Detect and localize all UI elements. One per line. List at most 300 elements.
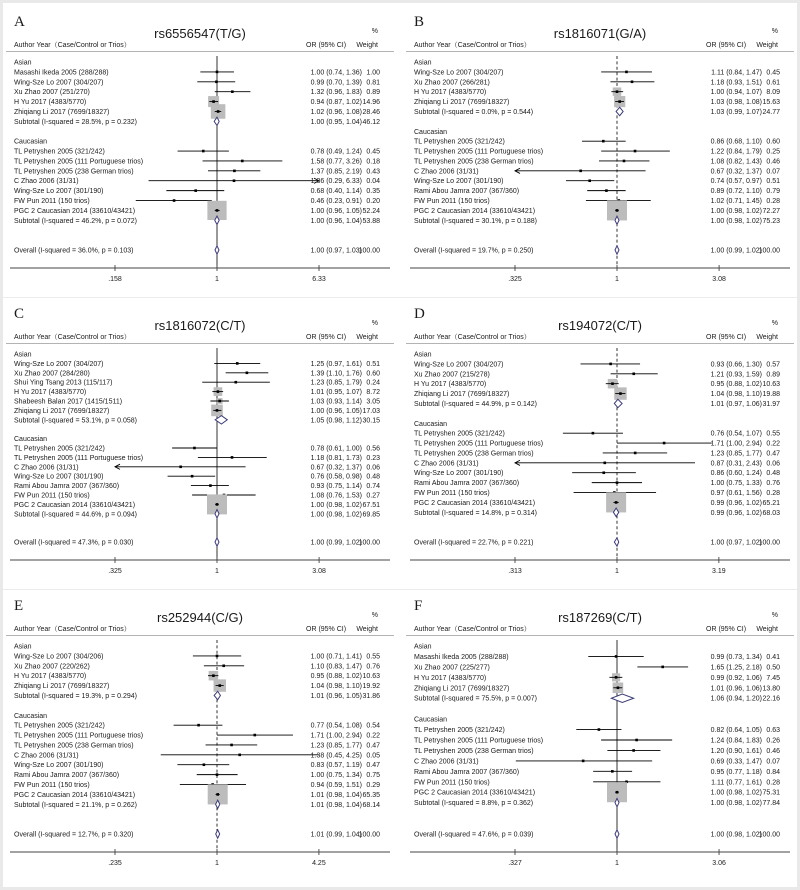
or-ci-value: 1.02 (0.96, 1.08) — [310, 108, 362, 116]
overall-diamond — [614, 538, 618, 546]
weight-value: 0.79 — [766, 188, 780, 196]
or-ci-value: 0.68 (0.40, 1.14) — [310, 188, 362, 196]
study-label: TL Petryshen 2005 (321/242) — [414, 430, 505, 438]
panel-grid — [0, 6, 800, 882]
or-ci-value: 0.78 (0.49, 1.24) — [310, 148, 362, 156]
or-ci-value: 1.03 (0.93, 1.14) — [310, 398, 362, 406]
point-marker — [231, 90, 234, 93]
overall-weight-value: 100.00 — [358, 247, 380, 255]
study-label: FW Pun 2011 (150 trios) — [14, 492, 90, 500]
x-axis-tick-label: 1 — [215, 276, 219, 283]
point-marker — [191, 475, 194, 478]
overall-or-ci-value: 1.00 (0.99, 1.02) — [310, 539, 362, 547]
panel-title: rs187269(C/T) — [558, 610, 642, 625]
point-marker — [609, 363, 612, 366]
or-ci-value: 1.38 (0.45, 4.25) — [310, 752, 362, 760]
panel-letter: D — [414, 306, 425, 322]
weight-value: 0.81 — [366, 79, 380, 87]
weight-value: 0.56 — [366, 445, 380, 453]
overall-weight-value: 100.00 — [758, 539, 780, 547]
study-label: Xu Zhao 2007 (266/281) — [414, 79, 490, 87]
point-marker — [605, 189, 608, 192]
point-marker — [217, 110, 220, 113]
subtotal-weight-value: 53.88 — [362, 217, 380, 225]
or-ci-value: 0.46 (0.23, 0.91) — [310, 198, 362, 206]
study-label: H Yu 2017 (4383/5770) — [14, 99, 87, 107]
subtotal-or-ci-value: 1.00 (0.98, 1.02) — [710, 800, 762, 808]
subtotal-label: Subtotal (I-squared = 30.1%, p = 0.188) — [414, 217, 537, 225]
or-ci-value: 0.95 (0.88, 1.02) — [710, 381, 762, 389]
weight-value: 15.63 — [762, 99, 780, 107]
study-label: FW Pun 2011 (150 trios) — [414, 490, 490, 498]
study-label: C Zhao 2006 (31/31) — [14, 752, 79, 760]
study-label: Wing-Sze Lo 2007 (301/190) — [414, 178, 504, 186]
forest-panel-F — [400, 590, 800, 882]
study-label: FW Pun 2011 (150 trios) — [414, 198, 490, 206]
study-label: C Zhao 2006 (31/31) — [414, 460, 479, 468]
or-ci-value: 1.22 (0.84, 1.79) — [710, 148, 762, 156]
study-label: Zhiqiang Li 2017 (7699/18327) — [414, 685, 510, 693]
study-label: TL Petryshen 2005 (238 German trios) — [414, 450, 534, 458]
study-label: Xu Zhao 2007 (215/278) — [414, 371, 490, 379]
point-marker — [631, 80, 634, 83]
or-ci-value: 0.78 (0.61, 1.00) — [310, 445, 362, 453]
point-marker — [216, 793, 219, 796]
weight-value: 0.84 — [766, 768, 780, 776]
point-marker — [215, 80, 218, 83]
or-ci-value: 0.94 (0.87, 1.02) — [310, 99, 362, 107]
weight-value: 0.63 — [766, 727, 780, 735]
or-ci-value: 0.95 (0.88, 1.02) — [310, 673, 362, 681]
overall-weight-value: 100.00 — [358, 831, 380, 839]
weight-value: 0.48 — [766, 470, 780, 478]
point-marker — [217, 390, 220, 393]
study-label: TL Petryshen 2005 (111 Portuguese trios) — [14, 454, 144, 462]
point-marker — [216, 71, 219, 74]
or-ci-value: 1.00 (0.71, 1.41) — [310, 653, 362, 661]
study-label: Wing-Sze Lo 2007 (301/190) — [14, 762, 104, 770]
weight-column-header: Weight — [356, 626, 378, 633]
weight-value: 0.04 — [366, 178, 380, 186]
weight-value: 0.06 — [766, 460, 780, 468]
weight-column-header: Weight — [356, 334, 378, 341]
weight-value: 0.06 — [366, 464, 380, 472]
point-marker — [212, 100, 215, 103]
point-marker — [603, 462, 606, 465]
subtotal-weight-value: 24.77 — [762, 108, 780, 116]
study-label: Masashi Ikeda 2005 (288/288) — [414, 653, 509, 661]
study-label: Shabeesh Balan 2017 (1415/1511) — [14, 398, 123, 406]
group-label: Caucasian — [14, 712, 48, 720]
weight-value: 19.88 — [762, 391, 780, 399]
weight-value: 0.43 — [366, 168, 380, 176]
or-ci-value: 1.71 (1.00, 2.94) — [310, 732, 362, 740]
or-ci-value: 0.99 (0.70, 1.39) — [310, 79, 362, 87]
study-label: Shui Ying Tsang 2013 (115/117) — [14, 379, 113, 387]
overall-weight-value: 100.00 — [758, 831, 780, 839]
weight-value: 0.27 — [366, 492, 380, 500]
point-marker — [230, 744, 233, 747]
or-ci-value: 1.00 (0.94, 1.07) — [710, 89, 762, 97]
study-label: PGC 2 Caucasian 2014 (33610/43421) — [414, 789, 536, 797]
subtotal-or-ci-value: 1.00 (0.95, 1.04) — [310, 118, 362, 126]
weight-value: 0.76 — [366, 663, 380, 671]
study-label: TL Petryshen 2005 (238 German trios) — [414, 158, 534, 166]
forest-plot-svg — [400, 590, 800, 882]
study-label: FW Pun 2011 (150 trios) — [14, 782, 90, 790]
subtotal-label: Subtotal (I-squared = 19.3%, p = 0.294) — [14, 692, 137, 700]
study-label: C Zhao 2006 (31/31) — [414, 758, 479, 766]
group-label: Asian — [14, 643, 32, 651]
or-ci-value: 1.21 (0.93, 1.59) — [710, 371, 762, 379]
subtotal-or-ci-value: 1.06 (0.94, 1.20) — [710, 695, 762, 703]
panel-title: rs1816071(G/A) — [553, 26, 647, 41]
or-ci-value: 1.71 (1.00, 2.94) — [710, 440, 762, 448]
x-axis-tick-label: 1 — [615, 860, 619, 867]
subtotal-weight-value: 31.97 — [762, 400, 780, 408]
study-label: Rami Abou Jamra 2007 (367/360) — [414, 480, 520, 488]
point-marker — [617, 686, 620, 689]
or-ci-value: 1.32 (0.96, 1.83) — [310, 89, 362, 97]
point-marker — [193, 447, 196, 450]
weight-value: 0.47 — [766, 450, 780, 458]
group-label: Caucasian — [14, 436, 48, 444]
subtotal-weight-value: 68.14 — [362, 801, 380, 809]
or-ci-value: 1.01 (0.95, 1.07) — [310, 389, 362, 397]
weight-value: 13.80 — [762, 685, 780, 693]
point-marker — [625, 71, 628, 74]
percent-label: % — [371, 320, 378, 327]
weight-value: 0.50 — [766, 664, 780, 672]
subtotal-label: Subtotal (I-squared = 28.5%, p = 0.232) — [14, 118, 137, 126]
panel-title: rs252944(C/G) — [157, 610, 243, 625]
study-label: Rami Abou Jamra 2007 (367/360) — [14, 483, 120, 491]
weight-value: 0.89 — [366, 89, 380, 97]
panel-title: rs6556547(T/G) — [154, 26, 246, 41]
point-marker — [212, 674, 215, 677]
or-ci-value: 1.23 (0.85, 1.77) — [310, 742, 362, 750]
study-label: Xu Zhao 2007 (284/280) — [14, 370, 90, 378]
weight-value: 28.46 — [362, 108, 380, 116]
author-column-header: Author Year（Case/Control or Trios） — [414, 334, 531, 341]
study-label: TL Petryshen 2005 (111 Portuguese trios) — [14, 732, 144, 740]
panel-letter: E — [14, 598, 24, 614]
subtotal-or-ci-value: 1.05 (0.98, 1.12) — [310, 417, 362, 425]
weight-value: 0.51 — [366, 360, 380, 368]
subtotal-diamond — [611, 694, 633, 702]
subtotal-diamond — [616, 107, 623, 115]
or-ci-value: 1.23 (0.85, 1.79) — [310, 379, 362, 387]
point-marker — [592, 432, 595, 435]
weight-value: 17.03 — [362, 407, 380, 415]
or-ci-value: 0.97 (0.61, 1.56) — [710, 490, 762, 498]
weight-value: 0.45 — [366, 148, 380, 156]
point-marker — [615, 501, 618, 504]
subtotal-label: Subtotal (I-squared = 44.6%, p = 0.094) — [14, 511, 137, 519]
study-label: Xu Zhao 2007 (225/277) — [414, 664, 490, 672]
weight-column-header: Weight — [756, 42, 778, 49]
overall-or-ci-value: 1.00 (0.98, 1.02) — [710, 831, 762, 839]
panel-title: rs1816072(C/T) — [154, 318, 246, 333]
study-label: TL Petryshen 2005 (111 Portuguese trios) — [414, 737, 544, 745]
weight-value: 0.20 — [366, 198, 380, 206]
point-marker — [619, 392, 622, 395]
weight-value: 8.09 — [766, 89, 780, 97]
study-label: Zhiqiang Li 2017 (7699/18327) — [414, 99, 510, 107]
or-ci-value: 0.82 (0.64, 1.05) — [710, 727, 762, 735]
weight-value: 52.24 — [362, 207, 380, 215]
or-ci-value: 1.24 (0.84, 1.83) — [710, 737, 762, 745]
study-label: Wing-Sze Lo 2007 (301/190) — [414, 470, 504, 478]
weight-value: 0.22 — [766, 440, 780, 448]
overall-diamond — [615, 830, 619, 838]
weight-value: 1.00 — [366, 69, 380, 77]
study-label: Wing-Sze Lo 2007 (304/207) — [414, 361, 504, 369]
author-column-header: Author Year（Case/Control or Trios） — [14, 334, 131, 341]
overall-weight-value: 100.00 — [758, 247, 780, 255]
forest-plot-svg — [0, 590, 400, 882]
point-marker — [246, 372, 249, 375]
x-axis-tick-label: 6.33 — [312, 276, 326, 283]
or-ci-value: 1.37 (0.85, 2.19) — [310, 168, 362, 176]
weight-value: 0.28 — [766, 779, 780, 787]
weight-column-header: Weight — [356, 42, 378, 49]
point-marker — [602, 140, 605, 143]
or-ci-value: 0.76 (0.58, 0.98) — [310, 473, 362, 481]
subtotal-label: Subtotal (I-squared = 53.1%, p = 0.058) — [14, 417, 137, 425]
point-marker — [203, 763, 206, 766]
point-marker — [209, 484, 212, 487]
study-label: Masashi Ikeda 2005 (288/288) — [14, 69, 109, 77]
weight-value: 0.75 — [366, 772, 380, 780]
study-label: Wing-Sze Lo 2007 (304/207) — [414, 69, 504, 77]
overall-label: Overall (I-squared = 36.0%, p = 0.103) — [14, 247, 134, 255]
or-ci-value: 1.58 (0.77, 3.26) — [310, 158, 362, 166]
x-axis-tick-label: 3.19 — [712, 568, 726, 575]
subtotal-or-ci-value: 1.01 (0.96, 1.05) — [310, 692, 362, 700]
forest-panel-B — [400, 6, 800, 298]
subtotal-label: Subtotal (I-squared = 46.2%, p = 0.072) — [14, 217, 137, 225]
point-marker — [238, 754, 241, 757]
author-column-header: Author Year（Case/Control or Trios） — [14, 626, 131, 633]
percent-label: % — [771, 28, 778, 35]
subtotal-diamond — [214, 691, 220, 699]
weight-value: 0.61 — [766, 79, 780, 87]
or-ci-value: 1.00 (0.98, 1.02) — [310, 501, 362, 509]
point-marker — [194, 189, 197, 192]
point-marker — [241, 160, 244, 163]
point-marker — [216, 409, 219, 412]
or-ci-value: 1.00 (0.75, 1.33) — [710, 480, 762, 488]
overall-or-ci-value: 1.00 (0.99, 1.02) — [710, 247, 762, 255]
or-ci-value: 1.08 (0.82, 1.43) — [710, 158, 762, 166]
weight-value: 0.25 — [766, 148, 780, 156]
weight-value: 0.46 — [766, 158, 780, 166]
x-axis-tick-label: .327 — [508, 860, 522, 867]
or-column-header: OR (95% CI) — [706, 626, 747, 633]
weight-value: 0.22 — [366, 732, 380, 740]
weight-value: 0.28 — [766, 490, 780, 498]
point-marker — [661, 666, 664, 669]
x-axis-tick-label: 1 — [215, 568, 219, 575]
study-label: TL Petryshen 2005 (238 German trios) — [14, 742, 134, 750]
or-ci-value: 1.01 (0.96, 1.06) — [710, 685, 762, 693]
weight-value: 72.27 — [762, 207, 780, 215]
point-marker — [632, 372, 635, 375]
subtotal-weight-value: 68.03 — [762, 509, 780, 517]
or-ci-value: 1.00 (0.98, 1.02) — [710, 207, 762, 215]
study-label: C Zhao 2006 (31/31) — [14, 464, 79, 472]
or-ci-value: 0.87 (0.31, 2.43) — [710, 460, 762, 468]
study-label: FW Pun 2011 (150 trios) — [414, 779, 490, 787]
point-marker — [616, 209, 619, 212]
group-label: Caucasian — [414, 420, 448, 428]
or-column-header: OR (95% CI) — [706, 42, 747, 49]
study-label: H Yu 2017 (4383/5770) — [14, 673, 87, 681]
or-ci-value: 0.67 (0.32, 1.37) — [310, 464, 362, 472]
study-label: TL Petryshen 2005 (321/242) — [14, 445, 105, 453]
or-column-header: OR (95% CI) — [306, 42, 347, 49]
overall-diamond — [216, 830, 220, 838]
weight-value: 0.07 — [766, 758, 780, 766]
study-label: TL Petryshen 2005 (238 German trios) — [14, 168, 134, 176]
or-ci-value: 0.83 (0.57, 1.19) — [310, 762, 362, 770]
or-ci-value: 0.76 (0.54, 1.07) — [710, 430, 762, 438]
point-marker — [216, 773, 219, 776]
point-marker — [623, 160, 626, 163]
subtotal-or-ci-value: 0.99 (0.96, 1.02) — [710, 509, 762, 517]
x-axis-tick-label: .325 — [508, 276, 522, 283]
weight-value: 8.72 — [366, 389, 380, 397]
or-ci-value: 0.95 (0.77, 1.18) — [710, 768, 762, 776]
or-ci-value: 1.20 (0.90, 1.61) — [710, 747, 762, 755]
or-ci-value: 1.11 (0.84, 1.47) — [711, 69, 762, 77]
point-marker — [582, 760, 585, 763]
or-ci-value: 0.69 (0.33, 1.47) — [710, 758, 762, 766]
or-ci-value: 0.93 (0.66, 1.30) — [710, 361, 762, 369]
subtotal-label: Subtotal (I-squared = 0.0%, p = 0.544) — [414, 108, 534, 116]
study-label: Wing-Sze Lo 2007 (301/190) — [14, 473, 104, 481]
weight-value: 75.31 — [762, 789, 780, 797]
weight-value: 0.47 — [366, 762, 380, 770]
weight-value: 0.35 — [366, 188, 380, 196]
point-marker — [234, 381, 237, 384]
percent-label: % — [771, 612, 778, 619]
study-label: C Zhao 2006 (31/31) — [414, 168, 479, 176]
panel-letter: C — [14, 306, 25, 322]
forest-plot-svg — [400, 298, 800, 590]
group-label: Caucasian — [14, 138, 48, 146]
weight-value: 0.47 — [366, 742, 380, 750]
panel-letter: A — [14, 14, 25, 30]
x-axis-tick-label: .158 — [108, 276, 122, 283]
weight-value: 65.35 — [362, 791, 380, 799]
group-label: Caucasian — [414, 128, 448, 136]
weight-value: 0.46 — [766, 747, 780, 755]
study-label: Rami Abou Jamra 2007 (367/360) — [414, 768, 520, 776]
study-label: Xu Zhao 2007 (220/262) — [14, 663, 90, 671]
study-label: TL Petryshen 2005 (111 Portuguese trios) — [414, 440, 544, 448]
or-ci-value: 1.02 (0.71, 1.45) — [710, 198, 762, 206]
weight-value: 0.18 — [366, 158, 380, 166]
subtotal-weight-value: 69.85 — [362, 511, 380, 519]
point-marker — [588, 179, 591, 182]
study-label: Zhiqiang Li 2017 (7699/18327) — [14, 407, 110, 415]
weight-value: 0.55 — [366, 653, 380, 661]
point-marker — [634, 150, 637, 153]
study-label: Zhiqiang Li 2017 (7699/18327) — [14, 108, 110, 116]
subtotal-weight-value: 30.15 — [362, 417, 380, 425]
point-marker — [602, 471, 605, 474]
point-marker — [616, 90, 619, 93]
point-marker — [216, 655, 219, 658]
study-label: PGC 2 Caucasian 2014 (33610/43421) — [14, 791, 136, 799]
study-label: PGC 2 Caucasian 2014 (33610/43421) — [14, 501, 136, 509]
group-label: Asian — [414, 643, 432, 651]
x-axis-tick-label: 3.08 — [312, 568, 326, 575]
forest-plot-svg — [0, 6, 400, 298]
or-ci-value: 0.99 (0.96, 1.02) — [710, 499, 762, 507]
weight-value: 0.29 — [366, 782, 380, 790]
point-marker — [202, 150, 205, 153]
study-label: Wing-Sze Lo 2007 (304/206) — [14, 653, 104, 661]
or-ci-value: 1.11 (0.77, 1.61) — [711, 779, 762, 787]
study-label: Zhiqiang Li 2017 (7699/18327) — [14, 683, 110, 691]
overall-or-ci-value: 1.00 (0.97, 1.02) — [710, 539, 762, 547]
point-marker — [616, 481, 619, 484]
weight-value: 0.05 — [366, 752, 380, 760]
or-column-header: OR (95% CI) — [306, 626, 347, 633]
or-ci-value: 0.99 (0.73, 1.34) — [710, 653, 762, 661]
or-ci-value: 0.94 (0.59, 1.51) — [310, 782, 362, 790]
x-axis-tick-label: 1 — [615, 568, 619, 575]
point-marker — [197, 724, 200, 727]
weight-value: 0.45 — [766, 69, 780, 77]
x-axis-tick-label: .313 — [508, 568, 522, 575]
weight-value: 0.60 — [366, 370, 380, 378]
or-ci-value: 1.36 (0.29, 6.33) — [310, 178, 362, 186]
group-label: Asian — [14, 351, 32, 359]
group-label: Asian — [14, 59, 32, 67]
x-axis-tick-label: .235 — [108, 860, 122, 867]
point-marker — [216, 503, 219, 506]
subtotal-or-ci-value: 1.03 (0.99, 1.07) — [710, 108, 762, 116]
or-ci-value: 1.03 (0.98, 1.08) — [710, 99, 762, 107]
weight-value: 14.96 — [362, 99, 380, 107]
or-ci-value: 0.86 (0.60, 1.24) — [710, 470, 762, 478]
author-column-header: Author Year（Case/Control or Trios） — [414, 626, 531, 633]
or-ci-value: 1.39 (1.10, 1.76) — [310, 370, 362, 378]
study-label: TL Petryshen 2005 (321/242) — [14, 148, 105, 156]
subtotal-or-ci-value: 1.00 (0.98, 1.02) — [710, 217, 762, 225]
overall-diamond — [215, 246, 219, 254]
weight-value: 0.60 — [766, 138, 780, 146]
point-marker — [616, 791, 619, 794]
weight-value: 0.57 — [766, 361, 780, 369]
overall-label: Overall (I-squared = 47.3%, p = 0.030) — [14, 539, 134, 547]
point-marker — [233, 179, 236, 182]
x-axis-tick-label: 1 — [215, 860, 219, 867]
or-column-header: OR (95% CI) — [306, 334, 347, 341]
weight-value: 3.05 — [366, 398, 380, 406]
or-ci-value: 0.74 (0.57, 0.97) — [710, 178, 762, 186]
percent-label: % — [371, 612, 378, 619]
subtotal-label: Subtotal (I-squared = 21.1%, p = 0.262) — [14, 801, 137, 809]
weight-value: 0.89 — [766, 371, 780, 379]
subtotal-label: Subtotal (I-squared = 8.8%, p = 0.362) — [414, 800, 534, 808]
weight-value: 67.51 — [362, 501, 380, 509]
or-ci-value: 0.77 (0.54, 1.08) — [310, 722, 362, 730]
